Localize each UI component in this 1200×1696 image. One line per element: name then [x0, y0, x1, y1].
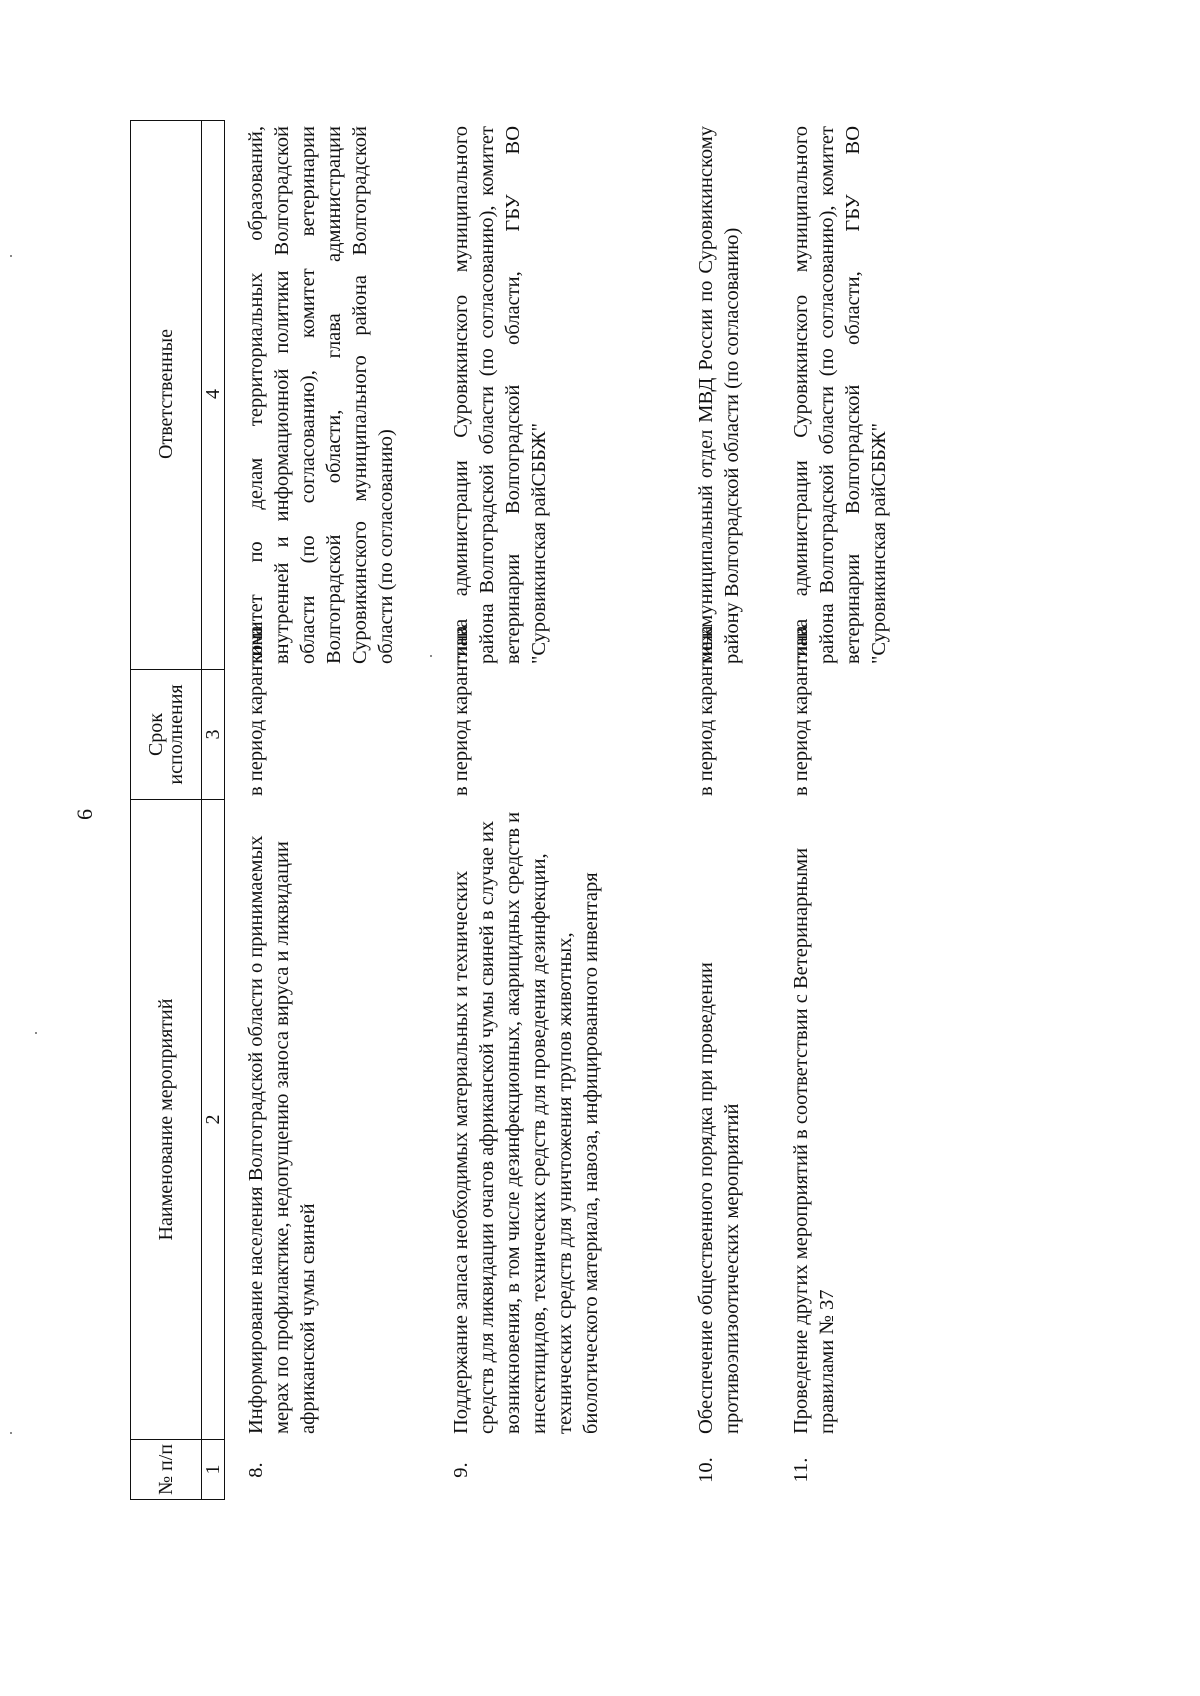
- row-number: 9.: [450, 1462, 472, 1478]
- scan-speck: [430, 655, 432, 657]
- row-number: 11.: [790, 1457, 812, 1483]
- measures-table: [130, 120, 1130, 1500]
- row-term: в период карантина: [695, 625, 717, 796]
- scan-speck: [10, 1432, 12, 1434]
- row-measure: Проведение других мероприятий в соответствии с Ветеринарными правилами № 37: [790, 847, 838, 1434]
- scan-speck: [10, 255, 12, 257]
- header-term: Срок исполнения: [131, 669, 201, 799]
- row-term: в период карантина: [790, 625, 812, 796]
- page-number: 6: [72, 809, 97, 820]
- row-responsible: комитет по делам территориальных образований, внутренней и информационной политики Волгоградской области (по согласованию), комитет ветеринарии Волгоградской области, глава администрации Суровикинского муниципального района Волгоградской области (по согласованию): [245, 126, 397, 664]
- header-measures: Наименование мероприятий: [131, 799, 201, 1439]
- header-responsible: Ответственные: [155, 329, 177, 459]
- column-number: 4: [202, 389, 224, 399]
- row-responsible: межмуниципальный отдел МВД России по Суровикинскому району Волгоградской области (по согласованию): [695, 126, 743, 664]
- table-header: [130, 120, 201, 1500]
- row-responsible: глава администрации Суровикинского муниципального района Волгоградской области (по согласованию), комитет ветеринарии Волгоградской области, ГБУ ВО "Суровикинская райСББЖ": [790, 126, 890, 664]
- table-row: [675, 120, 770, 1500]
- column-number-row: [201, 120, 225, 1500]
- scan-speck: [35, 1032, 37, 1034]
- row-number: 8.: [245, 1462, 267, 1478]
- row-number: 10.: [695, 1457, 717, 1483]
- row-measure: Обеспечение общественного порядка при проведении противоэпизоотических мероприятий: [695, 962, 743, 1434]
- row-measure: Информирование населения Волгоградской области о принимаемых мерах по профилактике, недопущению заноса вируса и ликвидации африканской чумы свиней: [245, 835, 319, 1434]
- row-measure: Поддержание запаса необходимых материальных и технических средств для ликвидации очагов африканской чумы свиней в случае их возникновения, в том числе дезинфекционных, акарицидных средств и инсектицидов, технических средств для проведения дезинфекции, технических средств для уничтожения трупов животных, биологического материала, навоза, инфицированного инвентаря: [450, 811, 602, 1434]
- column-number: 3: [202, 669, 224, 799]
- row-responsible: глава администрации Суровикинского муниципального района Волгоградской области (по согласованию), комитет ветеринарии Волгоградской области, ГБУ ВО "Суровикинская райСББЖ": [450, 126, 550, 664]
- table-row: [770, 120, 930, 1500]
- table-row: [225, 120, 430, 1500]
- table-row: [430, 120, 675, 1500]
- column-number: 1: [202, 1439, 224, 1499]
- row-term: в период карантина: [245, 625, 267, 796]
- header-number: № п/п: [131, 1439, 201, 1499]
- column-number: 2: [202, 799, 224, 1439]
- row-term: в период карантина: [450, 625, 472, 796]
